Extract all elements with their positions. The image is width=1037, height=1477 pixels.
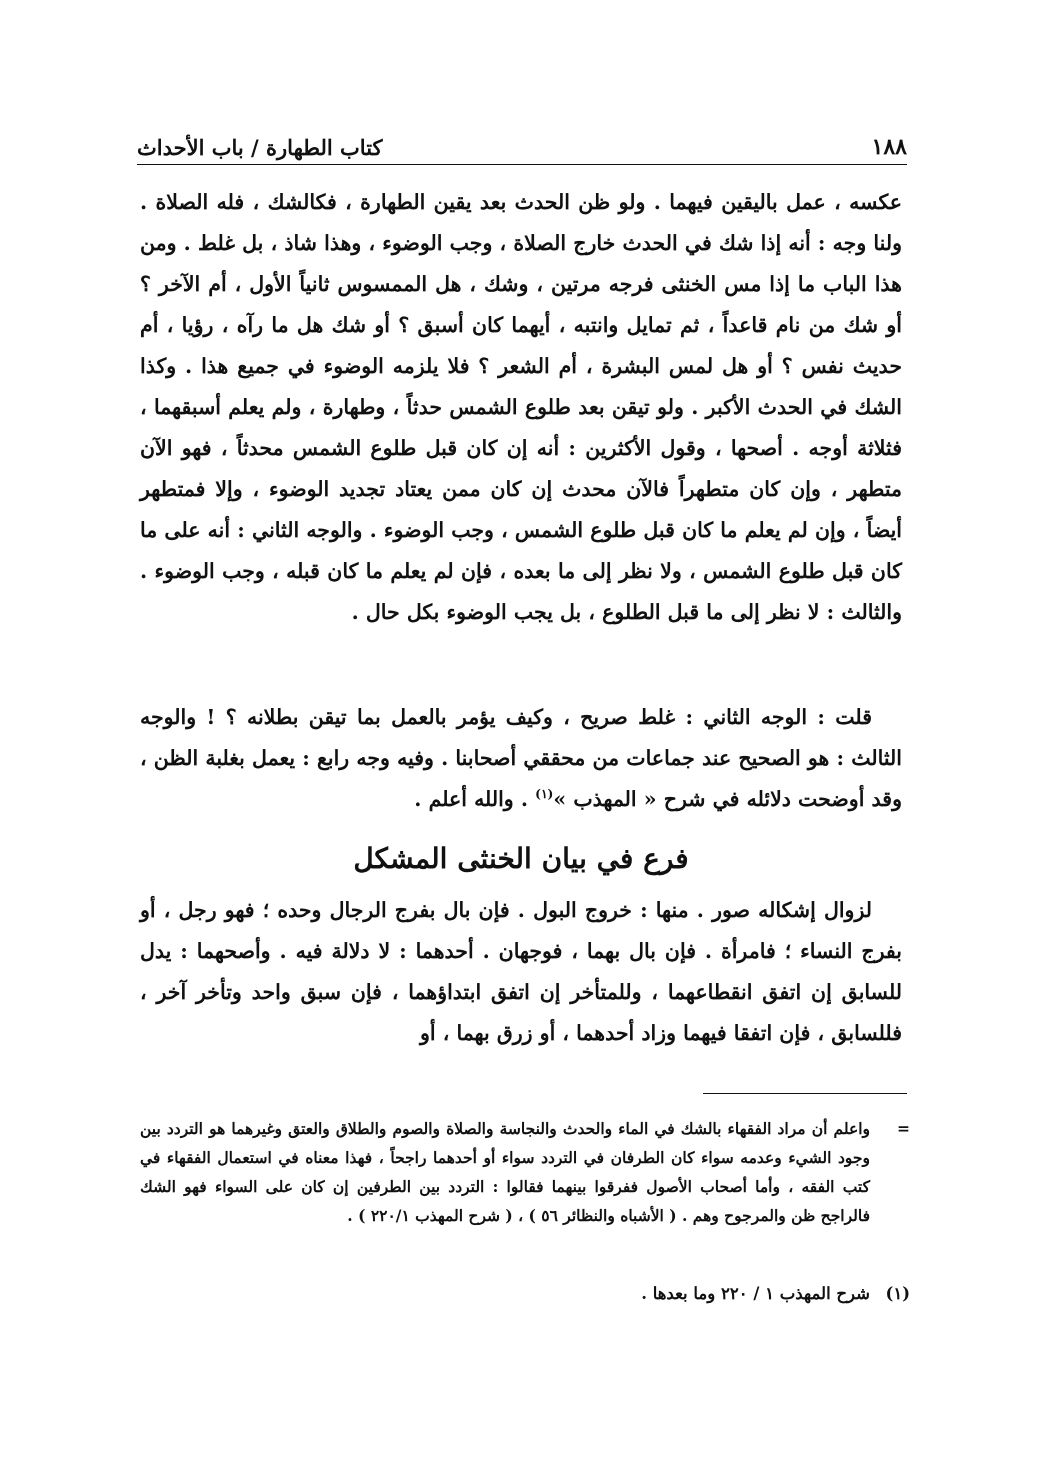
page-number: ١٨٨ [871, 134, 907, 160]
paragraph-2-ending: . والله أعلم . [414, 787, 536, 811]
section-heading: فرع في بيان الخنثى المشكل [353, 842, 689, 875]
footnote-1-marker: (١) [885, 1284, 910, 1303]
body-paragraph-2 [140, 697, 902, 820]
body-paragraph-3: لزوال إشكاله صور . منها : خروج البول . فإن بال بفرج الرجال وحده ؛ فهو رجل ، أو بفرج النساء ؛ فامرأة . فإن بال بهما ، فوجهان . أحدهما : لا دلالة فيه . وأصحهما : يدل للسابق إن اتفق انقطاعهما ، وللمتأخر إن اتفق ابتداؤهما ، فإن سبق واحد وتأخر آخر ، فللسابق ، فإن اتفقا فيهما وزاد أحدهما ، أو زرق بهما ، أو [140, 898, 902, 1045]
body-paragraph-1: عكسه ، عمل باليقين فيهما . ولو ظن الحدث بعد يقين الطهارة ، فكالشك ، فله الصلاة . ولنا وجه : أنه إذا شك في الحدث خارج الصلاة ، وجب الوضوء ، وهذا شاذ ، بل غلط . ومن هذا الباب ما إذا مس الخنثى فرجه مرتين ، وشك ، هل الممسوس ثانياً الأول ، أم الآخر ؟ أو شك من نام قاعداً ، ثم تمايل وانتبه ، أيهما كان أسبق ؟ أو شك هل ما رآه ، رؤيا ، أم حديث نفس ؟ أو هل لمس البشرة ، أم الشعر ؟ فلا يلزمه الوضوء في جميع هذا . وكذا الشك في الحدث الأكبر . ولو تيقن بعد طلوع الشمس حدثاً ، وطهارة ، ولم يعلم أسبقهما ، فثلاثة أوجه . أصحها ، وقول الأكثرين : أنه إن كان قبل طلوع الشمس محدثاً ، فهو الآن متطهر ، وإن كان متطهراً فالآن محدث إن كان ممن يعتاد تجديد الوضوء ، وإلا فمتطهر أيضاً ، وإن لم يعلم ما كان قبل طلوع الشمس ، وجب الوضوء . والوجه الثاني : أنه على ما كان قبل طلوع الشمس ، ولا نظر إلى ما بعده ، فإن لم يعلم ما كان قبله ، وجب الوضوء . والثالث : لا نظر إلى ما قبل الطلوع ، بل يجب الوضوء بكل حال . [140, 190, 902, 624]
footnote-reference[interactable]: (١) [535, 786, 554, 802]
footnote-divider [703, 1093, 907, 1094]
header-divider [137, 164, 907, 165]
chapter-title: كتاب الطهارة / باب الأحداث [137, 135, 383, 160]
continuation-text: واعلم أن مراد الفقهاء بالشك في الماء والحدث والنجاسة والصلاة والصوم والطلاق والعتق وغيرهما هو التردد بين وجود الشيء وعدمه سواء كان الطرفان في التردد سواء أو أحدهما راجحاً ، فهذا معناه في استعمال الفقهاء في كتب الفقه ، وأما أصحاب الأصول ففرقوا بينهما فقالوا : التردد بين الطرفين إن كان على السواء فهو الشك فالراجح ظن والمرجوح وهم . ( الأشباه والنظائر ٥٦ ) ، ( شرح المهذب ٢٢٠/١ ) . [140, 1119, 870, 1225]
footnote-continuation [140, 1114, 910, 1230]
running-header [137, 120, 907, 160]
continuation-marker: = [897, 1119, 910, 1138]
footnote-1 [140, 1279, 910, 1308]
paragraph-2-text: قلت : الوجه الثاني : غلط صريح ، وكيف يؤمر بالعمل بما تيقن بطلانه ؟ ! والوجه الثالث : هو الصحيح عند جماعات من محققي أصحابنا . وفيه وجه رابع : يعمل بغلبة الظن ، وقد أوضحت دلائله في شرح « المهذب » [140, 705, 902, 811]
footnote-1-text: شرح المهذب ١ / ٢٢٠ وما بعدها . [641, 1284, 870, 1303]
